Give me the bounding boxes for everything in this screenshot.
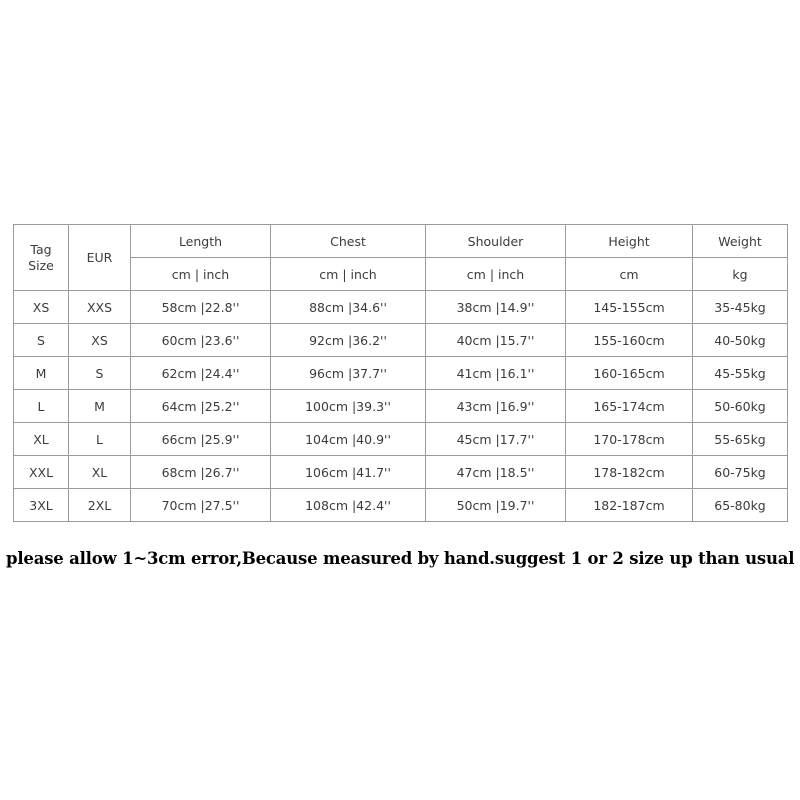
header-shoulder: Shoulder bbox=[426, 225, 566, 258]
table-row bbox=[14, 456, 788, 489]
cell-tag: XL bbox=[14, 423, 69, 456]
cell-length: 66cm |25.9'' bbox=[131, 423, 271, 456]
header-row bbox=[14, 225, 788, 258]
cell-length: 58cm |22.8'' bbox=[131, 291, 271, 324]
cell-height: 160-165cm bbox=[566, 357, 693, 390]
cell-chest: 108cm |42.4'' bbox=[271, 489, 426, 522]
unit-height: cm bbox=[566, 258, 693, 291]
cell-tag: XS bbox=[14, 291, 69, 324]
cell-eur: 2XL bbox=[69, 489, 131, 522]
cell-eur: XL bbox=[69, 456, 131, 489]
cell-weight: 55-65kg bbox=[693, 423, 788, 456]
cell-eur: S bbox=[69, 357, 131, 390]
cell-eur: XS bbox=[69, 324, 131, 357]
cell-tag: M bbox=[14, 357, 69, 390]
cell-tag: L bbox=[14, 390, 69, 423]
cell-height: 165-174cm bbox=[566, 390, 693, 423]
header-eur: EUR bbox=[69, 225, 131, 291]
cell-chest: 92cm |36.2'' bbox=[271, 324, 426, 357]
cell-eur: XXS bbox=[69, 291, 131, 324]
table-row bbox=[14, 489, 788, 522]
cell-weight: 40-50kg bbox=[693, 324, 788, 357]
unit-chest: cm | inch bbox=[271, 258, 426, 291]
cell-height: 170-178cm bbox=[566, 423, 693, 456]
cell-length: 70cm |27.5'' bbox=[131, 489, 271, 522]
size-chart-table bbox=[13, 224, 788, 522]
cell-height: 182-187cm bbox=[566, 489, 693, 522]
measurement-note: please allow 1~3cm error,Because measured by hand.suggest 1 or 2 size up than usual bbox=[6, 549, 795, 568]
cell-chest: 96cm |37.7'' bbox=[271, 357, 426, 390]
cell-shoulder: 38cm |14.9'' bbox=[426, 291, 566, 324]
header-height: Height bbox=[566, 225, 693, 258]
cell-shoulder: 43cm |16.9'' bbox=[426, 390, 566, 423]
cell-shoulder: 45cm |17.7'' bbox=[426, 423, 566, 456]
header-tag-size-line1: Tag bbox=[30, 241, 52, 257]
header-tag-size bbox=[14, 225, 69, 291]
unit-shoulder: cm | inch bbox=[426, 258, 566, 291]
unit-length: cm | inch bbox=[131, 258, 271, 291]
cell-shoulder: 40cm |15.7'' bbox=[426, 324, 566, 357]
cell-tag: S bbox=[14, 324, 69, 357]
header-weight: Weight bbox=[693, 225, 788, 258]
table-row bbox=[14, 357, 788, 390]
cell-eur: L bbox=[69, 423, 131, 456]
cell-length: 68cm |26.7'' bbox=[131, 456, 271, 489]
header-length: Length bbox=[131, 225, 271, 258]
table-row bbox=[14, 291, 788, 324]
cell-weight: 60-75kg bbox=[693, 456, 788, 489]
cell-weight: 65-80kg bbox=[693, 489, 788, 522]
table-row bbox=[14, 324, 788, 357]
cell-chest: 106cm |41.7'' bbox=[271, 456, 426, 489]
cell-chest: 104cm |40.9'' bbox=[271, 423, 426, 456]
cell-weight: 35-45kg bbox=[693, 291, 788, 324]
cell-length: 64cm |25.2'' bbox=[131, 390, 271, 423]
table-row bbox=[14, 423, 788, 456]
header-tag-size-line2: Size bbox=[28, 257, 54, 273]
cell-chest: 100cm |39.3'' bbox=[271, 390, 426, 423]
cell-eur: M bbox=[69, 390, 131, 423]
cell-shoulder: 41cm |16.1'' bbox=[426, 357, 566, 390]
cell-height: 145-155cm bbox=[566, 291, 693, 324]
cell-height: 178-182cm bbox=[566, 456, 693, 489]
table-row bbox=[14, 390, 788, 423]
cell-height: 155-160cm bbox=[566, 324, 693, 357]
cell-length: 60cm |23.6'' bbox=[131, 324, 271, 357]
cell-weight: 50-60kg bbox=[693, 390, 788, 423]
unit-weight: kg bbox=[693, 258, 788, 291]
cell-length: 62cm |24.4'' bbox=[131, 357, 271, 390]
cell-shoulder: 47cm |18.5'' bbox=[426, 456, 566, 489]
cell-tag: 3XL bbox=[14, 489, 69, 522]
header-chest: Chest bbox=[271, 225, 426, 258]
cell-chest: 88cm |34.6'' bbox=[271, 291, 426, 324]
cell-shoulder: 50cm |19.7'' bbox=[426, 489, 566, 522]
units-row bbox=[14, 258, 788, 291]
cell-weight: 45-55kg bbox=[693, 357, 788, 390]
cell-tag: XXL bbox=[14, 456, 69, 489]
